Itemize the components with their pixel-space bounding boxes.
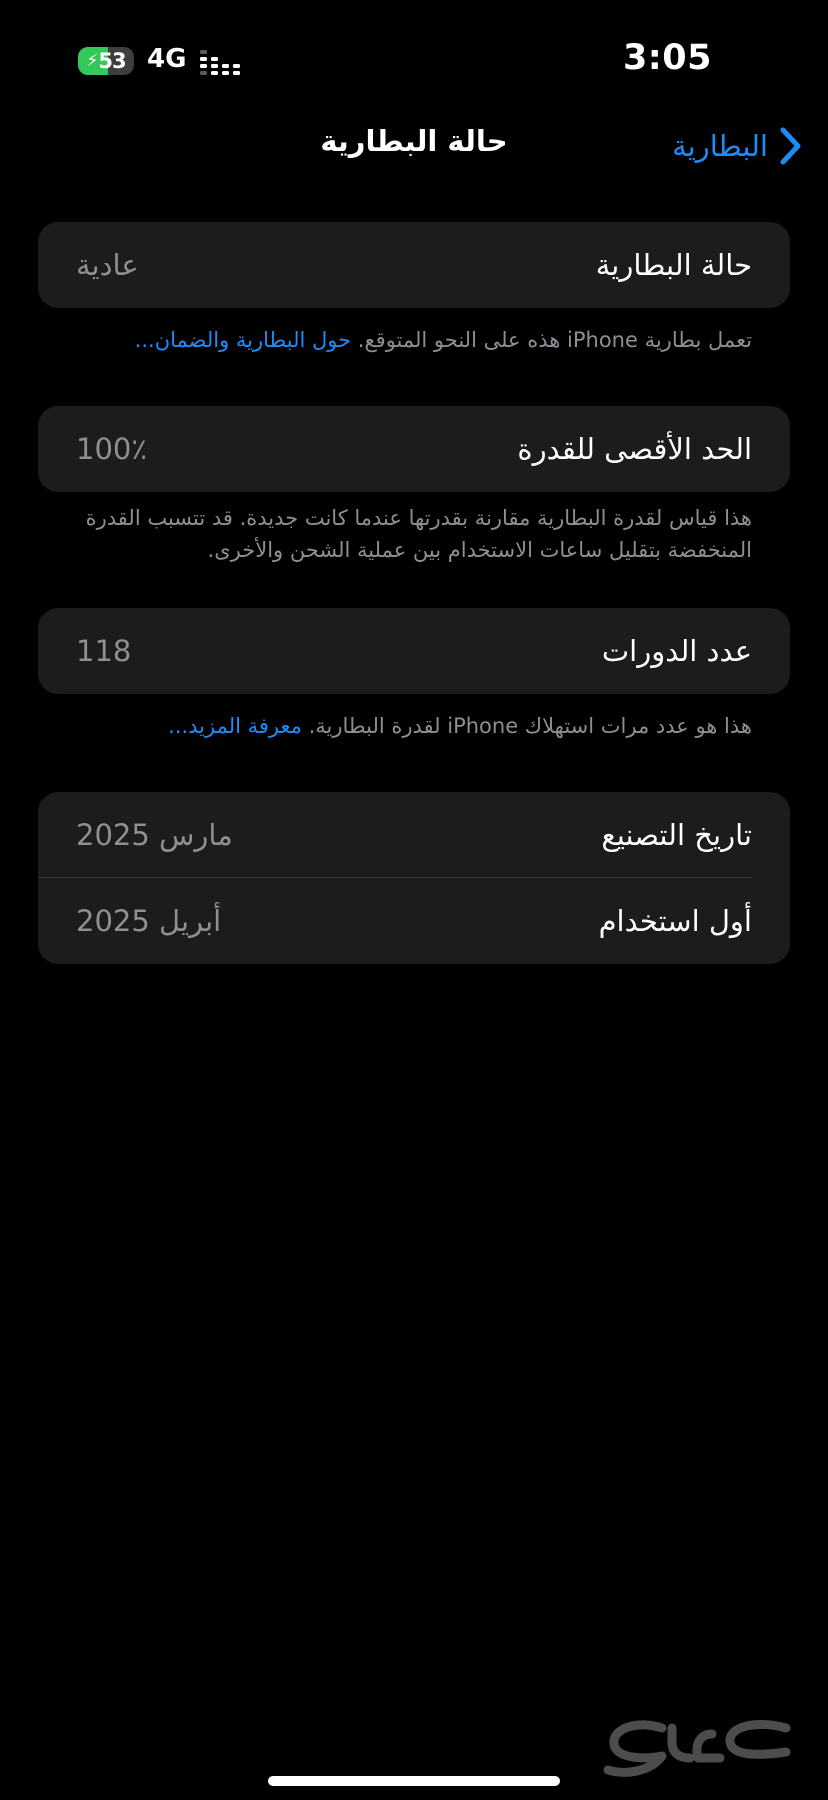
battery-health-label: حالة البطارية [595,248,752,282]
maximum-capacity-row [38,406,790,492]
battery-dates-group [38,792,790,964]
battery-health-row [38,222,790,308]
battery-indicator [78,47,134,75]
cycle-count-footnote-text: هذا هو عدد مرات استهلاك iPhone لقدرة البطارية. [301,714,752,738]
cycle-count-row [38,608,790,694]
first-use-label: أول استخدام [598,904,752,938]
first-use-value: أبريل 2025 [76,904,222,938]
signal-bars-icon [200,48,242,76]
manufacture-date-row [38,792,790,878]
maximum-capacity-label: الحد الأقصى للقدرة [517,432,752,466]
cycle-count-value: 118 [76,634,132,668]
manufacture-date-label: تاريخ التصنيع [601,818,752,852]
cycle-count-group [38,608,790,694]
battery-percent [78,47,134,75]
battery-health-footnote [70,324,752,356]
cycle-count-footnote [70,710,752,742]
cycle-count-label: عدد الدورات [601,634,752,668]
battery-health-value: عادية [76,248,139,282]
learn-more-link[interactable]: معرفة المزيد... [168,714,302,738]
maximum-capacity-value: 100٪ [76,432,147,466]
battery-warranty-link[interactable]: حول البطارية والضمان... [134,328,352,352]
manufacture-date-value: مارس 2025 [76,818,233,852]
haraj-watermark-logo [598,1712,794,1782]
battery-health-group [38,222,790,308]
back-button-label: البطارية [672,129,768,163]
bolt-icon: ⚡ [86,51,98,71]
page-title: حالة البطارية [320,124,508,158]
navigation-bar [0,110,828,182]
first-use-row [38,878,790,964]
battery-percent-value: 53 [98,49,126,73]
maximum-capacity-group [38,406,790,492]
battery-health-footnote-text: تعمل بطارية iPhone هذه على النحو المتوقع. [351,328,752,352]
clock-time: 3:05 [622,38,712,78]
home-indicator[interactable] [268,1776,560,1786]
maximum-capacity-footnote [70,502,752,566]
network-type: 4G [147,44,187,74]
maximum-capacity-footnote-text: هذا قياس لقدرة البطارية مقارنة بقدرتها عندما كانت جديدة. قد تتسبب القدرة المنخفضة بتقليل ساعات الاستخدام بين عملية الشحن والأخرى. [85,506,752,562]
status-bar [0,0,828,120]
